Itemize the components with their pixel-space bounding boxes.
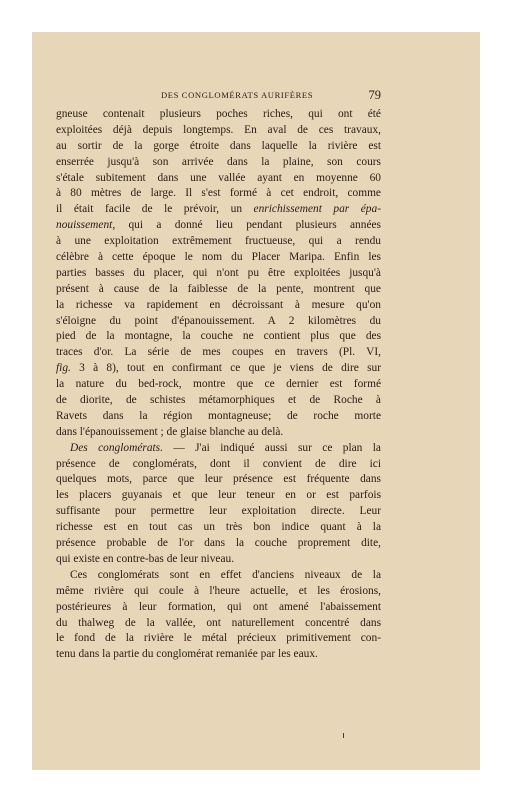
text-line: Ces conglomérats sont en effet d'anciens niveaux de la [70,568,381,581]
text-line: dans l'épanouissement ; de glaise blanche au delà. [56,425,284,438]
text-line: qui existe en contre-bas de leur niveau. [56,552,235,565]
text-line: présent à cause de la faiblesse de la pente, montrent que [56,282,381,295]
running-title: DES CONGLOMÉRATS AURIFÈRES [161,90,314,100]
text-segment: , qui a donné lieu pendant plusieurs années [112,219,381,232]
text-line: même rivière qui coule à l'heure actuelle, et les érosions, [56,584,381,597]
text-line [56,202,381,218]
text-line: postérieures à leur formation, qui ont amené l'abaissement [56,600,381,613]
text-line: s'éloigne du point d'épanouissement. A 2 kilomètres du [56,314,381,327]
text-line: les placers guyanais et que leur teneur en or est parfois [56,489,381,502]
section-heading: Des conglomérats. [70,441,163,454]
text-line: au sortir de la gorge étroite dans laquelle la rivière est [56,139,381,152]
text-line: suffisante pour permettre leur exploitation directe. Leur [56,505,381,518]
text-line: quelques mots, parce que leur présence est fréquente dans [56,473,381,486]
text-line: le fond de la rivière le métal précieux primitivement con- [56,632,381,645]
text-segment: 3 à 8), tout en confirmant ce que je viens de dire sur [70,362,381,375]
text-line: Ravets dans la région montagneuse; de roche morte [56,409,381,422]
text-line: à 80 mètres de large. Il s'est formé à cet endroit, comme [56,187,381,200]
text-line: à une exploitation extrêmement fructueuse, qui a rendu [56,235,381,248]
text-line: richesse est en tout cas un très bon indice quant à la [56,521,381,534]
text-line: présence probable de l'or dans la couche proprement dite, [56,537,381,550]
text-line: parties basses du placer, qui n'ont pu être exploitées jusqu'à [56,266,381,279]
italic-term: enrichissement par épa- [253,203,381,216]
text-line [56,361,381,377]
text-line [56,441,381,457]
print-mark [343,733,344,738]
page-header [56,90,381,104]
text-segment: — J'ai indiqué aussi sur ce plan la [162,441,381,454]
text-line: tenu dans la partie du conglomérat remaniée par les eaux. [56,648,318,661]
italic-term: nouissement [56,219,113,232]
text-line: la richesse va rapidement en décroissant à mesure qu'on [56,298,381,311]
body-text [56,107,381,663]
text-line: traces d'or. La série de mes coupes en travers (Pl. VI, [56,346,381,359]
page-number: 79 [368,88,381,102]
text-line: enserrée jusqu'à son arrivée dans la plaine, son cours [56,155,381,168]
text-line: de diorite, de schistes métamorphiques et de Roche à [56,394,381,407]
text-line: pied de la montagne, la couche ne contient plus que des [56,330,381,343]
text-line: s'étale subitement dans une vallée ayant en moyenne 60 [56,171,381,184]
text-line: exploitées déjà depuis longtemps. En aval de ces travaux, [56,123,381,136]
text-line: gneuse contenait plusieurs poches riches, qui ont été [56,108,381,120]
text-line: du thalweg de la vallée, ont naturellement concentré dans [56,616,381,629]
text-line: célèbre à cette époque le nom du Placer Maripa. Enfin les [56,251,381,264]
text-line [56,218,381,234]
italic-term: fig. [56,362,71,375]
text-segment: il était facile de le prévoir, un [56,203,243,216]
text-line: la nature du bed-rock, montre que ce dernier est formé [56,378,381,391]
text-line: présence de conglomérats, dont il convient de dire ici [56,457,381,470]
